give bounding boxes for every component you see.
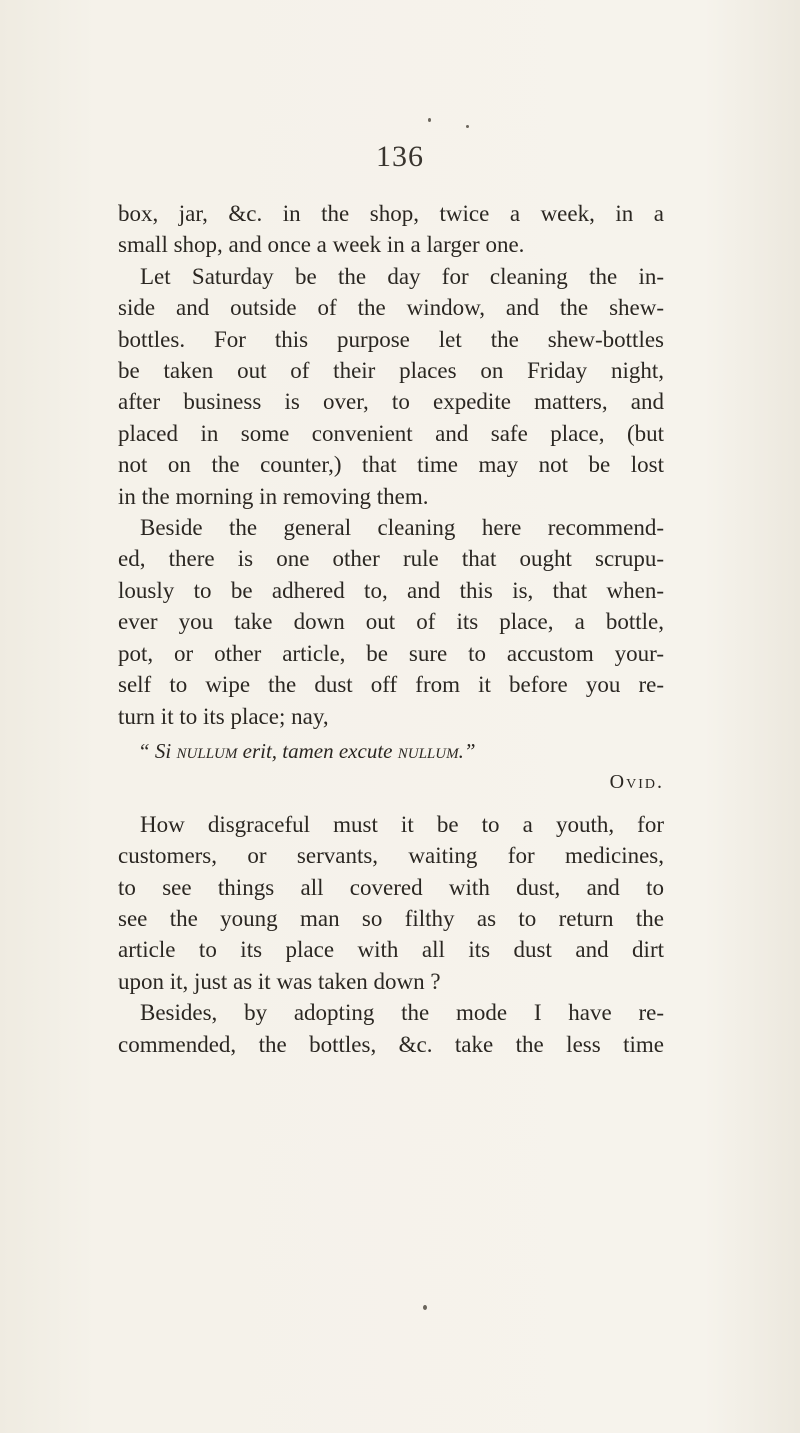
text-line: Beside the general cleaning here recommend-: [140, 515, 664, 541]
text-line: side and outside of the window, and the shew-: [118, 295, 664, 321]
text-line: be taken out of their places on Friday night,: [118, 358, 664, 384]
text-line: ed, there is one other rule that ought scrupu-: [118, 546, 664, 572]
text-line: to see things all covered with dust, and to: [118, 874, 664, 900]
latin-quotation: [118, 736, 664, 799]
quote-middle: erit, tamen excute: [237, 738, 398, 763]
paragraph-3: [118, 512, 664, 732]
ink-speck: [423, 1305, 427, 1310]
page-body: [118, 198, 664, 1060]
paragraph-4: [118, 809, 664, 997]
text-line: small shop, and once a week in a larger one.: [118, 232, 525, 258]
text-line: bottles. For this purpose let the shew-bottles: [118, 326, 664, 352]
quote-attribution: Ovid.: [609, 771, 664, 794]
text-line: commended, the bottles, &c. take the less time: [118, 1031, 664, 1057]
paragraph-1: [118, 198, 664, 261]
quote-close: .”: [458, 738, 476, 763]
text-line: not on the counter,) that time may not be lost: [118, 452, 664, 478]
text-line: pot, or other article, be sure to accustom your-: [118, 640, 664, 666]
text-line: lously to be adhered to, and this is, that when-: [118, 577, 664, 603]
text-line: turn it to its place; nay,: [118, 703, 329, 729]
ink-speck: [428, 118, 431, 122]
text-line: How disgraceful must it be to a youth, for: [140, 811, 664, 837]
quote-word-nullum: nullum: [176, 738, 238, 763]
quote-open: “ Si: [138, 738, 177, 763]
text-line: upon it, just as it was taken down ?: [118, 968, 441, 994]
text-line: article to its place with all its dust and dirt: [118, 937, 664, 963]
paragraph-5: [118, 997, 664, 1060]
text-line: Let Saturday be the day for cleaning the in-: [140, 263, 664, 289]
text-line: in the morning in removing them.: [118, 483, 429, 509]
text-line: customers, or servants, waiting for medicines,: [118, 843, 664, 869]
quotation-line: [118, 736, 664, 767]
text-line: box, jar, &c. in the shop, twice a week, in a: [118, 201, 664, 226]
text-line: placed in some convenient and safe place, (but: [118, 420, 664, 446]
page-number: 136: [376, 140, 424, 173]
text-line: see the young man so filthy as to return the: [118, 905, 664, 931]
ink-speck: [466, 125, 469, 128]
text-line: after business is over, to expedite matters, and: [118, 389, 664, 415]
quote-word-nullum: nullum: [397, 738, 459, 763]
text-line: Besides, by adopting the mode I have re-: [140, 1000, 664, 1026]
paragraph-2: [118, 261, 664, 512]
text-line: self to wipe the dust off from it before you re-: [118, 672, 664, 698]
text-line: ever you take down out of its place, a bottle,: [118, 609, 664, 635]
